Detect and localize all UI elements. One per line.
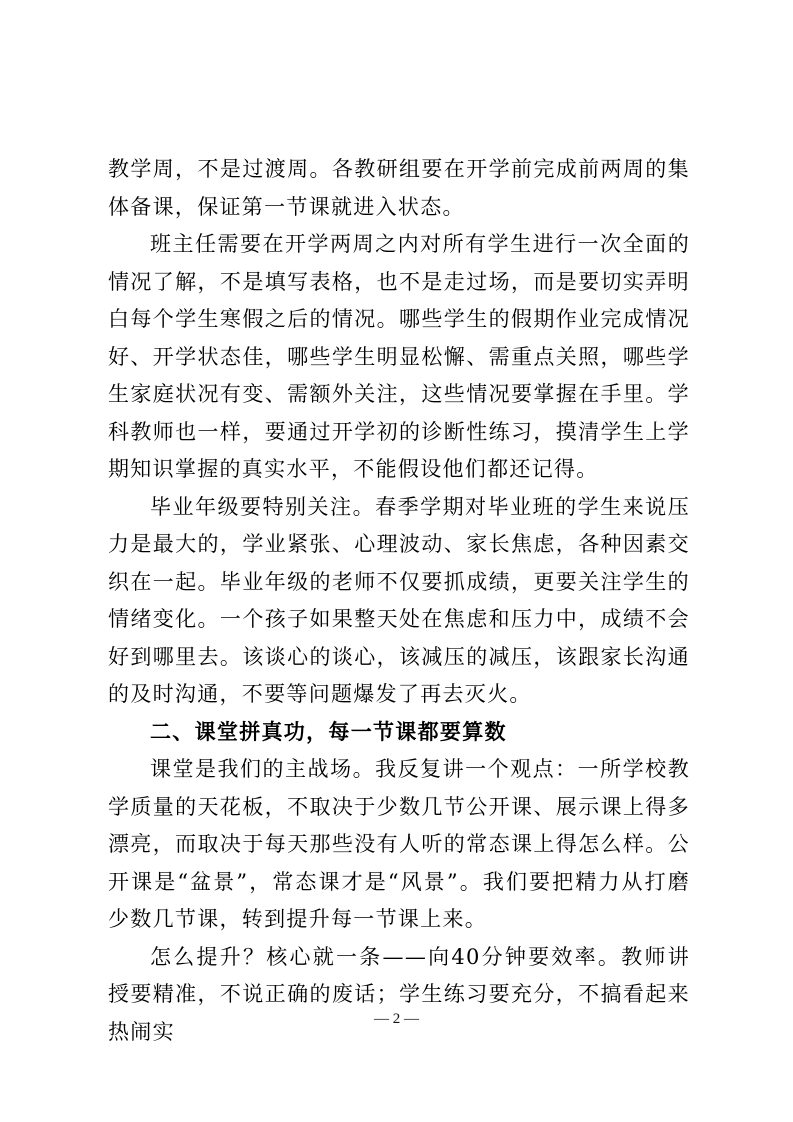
paragraph-class-teacher: 班主任需要在开学两周之内对所有学生进行一次全面的情况了解，不是填写表格，也不是走过场，而是要切实弄明白每个学生寒假之后的情况。哪些学生的假期作业完成情况好、开学状态佳，哪些学生明显松懈、需重点关照，哪些学生家庭状况有变、需额外关注，这些情况要掌握在手里。学科教师也一样，要通过开学初的诊断性练习，摸清学生上学期知识掌握的真实水平，不能假设他们都还记得。 <box>108 232 690 481</box>
paragraph-continuation: 教学周，不是过渡周。各教研组要在开学前完成前两周的集体备课，保证第一节课就进入状态。 <box>108 157 690 219</box>
paragraph-graduating-grade: 毕业年级要特别关注。春季学期对毕业班的学生来说压力是最大的，学业紧张、心理波动、家长焦虑，各种因素交织在一起。毕业年级的老师不仅要抓成绩，更要关注学生的情绪变化。一个孩子如果整天处在焦虑和压力中，成绩不会好到哪里去。该谈心的谈心，该减压的减压，该跟家长沟通的及时沟通，不要等问题爆发了再去灭火。 <box>108 494 690 706</box>
document-body <box>108 151 690 1051</box>
paragraph-efficiency: 怎么提升？核心就一条——向40分钟要效率。教师讲授要精准，不说正确的废话；学生练习要充分，不搞看起来热闹实 <box>108 944 690 1044</box>
page-number: — 2 — <box>374 1011 419 1027</box>
paragraph-classroom: 课堂是我们的主战场。我反复讲一个观点：一所学校教学质量的天花板，不取决于少数几节公开课、展示课上得多漂亮，而取决于每天那些没有人听的常态课上得怎么样。公开课是“盆景”，常态课才是“风景”。我们要把精力从打磨少数几节课，转到提升每一节课上来。 <box>108 757 690 931</box>
section-heading: 二、课堂拼真功，每一节课都要算数 <box>150 719 507 744</box>
